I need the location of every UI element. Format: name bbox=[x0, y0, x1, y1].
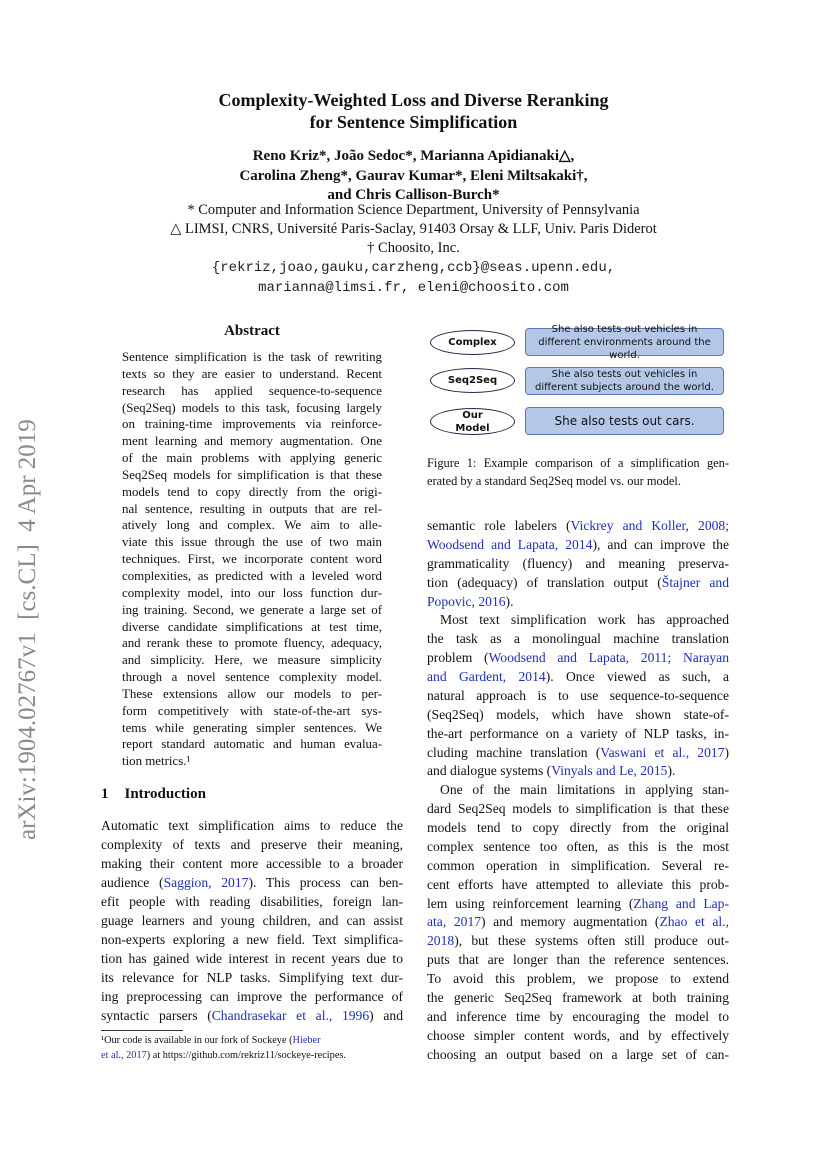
footnote-rule bbox=[101, 1030, 183, 1031]
text-line bbox=[427, 1046, 729, 1065]
citation-link[interactable]: Štajner and bbox=[661, 574, 729, 590]
sentence-box: She also tests out cars. bbox=[525, 407, 724, 435]
text-line bbox=[427, 555, 729, 574]
text-segment: non-experts exploring a new field. Text simplifica- bbox=[101, 932, 403, 947]
author-line: Carolina Zheng*, Gaurav Kumar*, Eleni Miltsakaki†, bbox=[239, 167, 588, 184]
text-line bbox=[427, 800, 729, 819]
text-segment: cluding machine translation ( bbox=[427, 744, 601, 760]
affiliation: * Computer and Information Science Department, University of Pennsylvania bbox=[187, 202, 640, 218]
text-segment: ), and can improve the bbox=[592, 536, 730, 552]
citation-link[interactable]: Saggion, 2017 bbox=[163, 875, 249, 890]
text-segment: cent efforts have attempted to alleviate this prob- bbox=[427, 876, 729, 892]
text-line bbox=[122, 416, 382, 433]
title-line: Complexity-Weighted Loss and Diverse Reranking bbox=[218, 90, 609, 110]
text-line bbox=[427, 630, 729, 649]
text-line bbox=[122, 534, 382, 551]
affiliation: △ LIMSI, CNRS, Université Paris-Saclay, 91403 Orsay & LLF, Univ. Paris Diderot bbox=[170, 221, 657, 237]
text-line bbox=[122, 450, 382, 467]
text-line bbox=[101, 835, 403, 854]
text-line bbox=[427, 536, 729, 555]
text-line bbox=[101, 968, 403, 987]
citation-link[interactable]: Vinyals and Le, 2015 bbox=[551, 763, 668, 779]
caption-line: erated by a standard Seq2Seq model vs. our model. bbox=[427, 473, 681, 488]
text-line bbox=[427, 876, 729, 895]
text-line bbox=[427, 819, 729, 838]
citation-link[interactable]: Popovic, 2016 bbox=[427, 593, 506, 609]
text-line bbox=[427, 593, 729, 612]
text-line bbox=[427, 932, 729, 951]
citation-link[interactable]: Zhang and Lap- bbox=[633, 895, 729, 911]
paper-title bbox=[0, 89, 827, 133]
text-segment: Sentence simplification is the task of rewriting bbox=[122, 350, 382, 364]
text-segment: diverse candidate simplifications at test time, bbox=[122, 619, 382, 634]
text-segment: Seq2Seq models for simplification is that these bbox=[122, 467, 382, 482]
text-segment: and simplicity. Here, we measure simplicity bbox=[122, 653, 382, 668]
text-line bbox=[101, 911, 403, 930]
text-line bbox=[101, 1033, 403, 1048]
label-ellipse: Complex bbox=[430, 330, 515, 355]
text-line bbox=[122, 484, 382, 501]
text-line bbox=[122, 467, 382, 484]
citation-link[interactable]: Vaswani et al., 2017 bbox=[600, 744, 725, 760]
section-title: Introduction bbox=[124, 786, 206, 802]
text-line bbox=[427, 970, 729, 989]
text-line bbox=[427, 649, 729, 668]
text-line bbox=[427, 517, 729, 536]
email-line: marianna@limsi.fr, eleni@choosito.com bbox=[258, 280, 569, 296]
text-segment: audience ( bbox=[101, 875, 164, 890]
text-line bbox=[122, 652, 382, 669]
text-segment: ing training. Second, we generate a large set of bbox=[122, 602, 382, 617]
text-line bbox=[101, 873, 403, 892]
text-segment: semantic role labelers ( bbox=[427, 518, 571, 533]
author-line: and Chris Callison-Burch* bbox=[327, 187, 500, 203]
introduction-body bbox=[101, 816, 403, 1025]
text-segment: models tend to copy directly from the origi- bbox=[122, 484, 382, 499]
text-segment: ) and memory augmentation ( bbox=[481, 914, 660, 930]
text-line bbox=[427, 951, 729, 970]
text-line bbox=[122, 602, 382, 619]
affiliation: † Choosito, Inc. bbox=[367, 240, 460, 256]
section-heading-introduction bbox=[101, 786, 222, 803]
text-segment: tion has gained wide interest in recent years due to bbox=[101, 951, 403, 966]
text-segment: complexities, as predicted with a leveled word bbox=[122, 568, 382, 583]
text-segment: of the main problems with applying generic bbox=[122, 451, 382, 466]
text-segment: viate this issue through the use of two main bbox=[122, 535, 382, 550]
sentence-box: She also tests out vehicles in different environments around the world. bbox=[525, 328, 724, 356]
citation-link[interactable]: et al., 2017 bbox=[101, 1050, 147, 1061]
text-line bbox=[101, 1006, 403, 1025]
text-segment: and rerank these to promote fluency, adequacy, bbox=[122, 636, 382, 651]
citation-link[interactable]: Zhao et al., bbox=[659, 914, 729, 930]
text-line bbox=[122, 686, 382, 703]
abstract-heading: Abstract bbox=[224, 323, 280, 339]
text-segment: complexity of texts and preserve their meaning, bbox=[101, 837, 403, 852]
text-segment: and inference time by encouraging the model to bbox=[427, 1008, 729, 1024]
text-line bbox=[122, 383, 382, 400]
text-segment: making their content more accessible to a broader bbox=[101, 856, 403, 871]
text-segment: problem ( bbox=[427, 650, 489, 666]
citation-link[interactable]: Woodsend and Lapata, 2014 bbox=[427, 536, 593, 552]
text-segment: the generic Seq2Seq framework at both training bbox=[427, 989, 729, 1005]
citation-link[interactable]: Vickrey and Koller, 2008; bbox=[570, 518, 729, 533]
text-segment: ). bbox=[505, 593, 514, 609]
text-line bbox=[427, 574, 729, 593]
text-line bbox=[427, 1027, 729, 1046]
label-ellipse: Our Model bbox=[430, 408, 515, 435]
text-line bbox=[122, 366, 382, 383]
text-segment: and dialogue systems ( bbox=[427, 763, 552, 779]
text-line bbox=[427, 1008, 729, 1027]
text-line bbox=[101, 892, 403, 911]
text-line bbox=[427, 687, 729, 706]
text-segment: grammaticality (fluency) and meaning preserva- bbox=[427, 555, 729, 571]
arxiv-identifier: arXiv:1904.02767v1 [cs.CL] 4 Apr 2019 bbox=[14, 419, 41, 840]
text-segment: choose simpler content words, and by effectively bbox=[427, 1027, 729, 1043]
text-segment: complexity model, into our loss function dur- bbox=[122, 585, 382, 600]
text-line bbox=[427, 725, 729, 744]
text-line bbox=[427, 895, 729, 914]
text-line bbox=[122, 736, 382, 753]
text-segment: Most text simplification work has approached bbox=[440, 612, 729, 628]
text-line bbox=[122, 635, 382, 652]
text-segment: nal sentence, resulting in outputs that are rel- bbox=[122, 501, 382, 516]
text-segment: the-art performance on a variety of NLP tasks, in- bbox=[427, 725, 729, 741]
text-segment: tion metrics.¹ bbox=[122, 754, 191, 769]
text-segment: through a novel sentence complexity model. bbox=[122, 670, 382, 685]
text-segment: (Seq2Seq) models to this task, focusing largely bbox=[122, 400, 382, 415]
text-line bbox=[122, 753, 382, 770]
text-segment: common operation in simplification. Several re- bbox=[427, 857, 729, 873]
text-line bbox=[101, 816, 403, 835]
text-segment: report standard automatic and human evalua- bbox=[122, 737, 382, 752]
text-segment: These extensions allow our models to per- bbox=[122, 686, 382, 701]
text-line bbox=[427, 668, 729, 687]
text-segment: ing preprocessing can improve the performance of bbox=[101, 989, 403, 1004]
sentence-box: She also tests out vehicles in different subjects around the world. bbox=[525, 367, 724, 395]
text-segment: dard Seq2Seq models to simplification is that these bbox=[427, 801, 729, 817]
text-line bbox=[427, 611, 729, 630]
text-segment: natural approach is to use sequence-to-sequence bbox=[427, 687, 729, 703]
text-segment: To avoid this problem, we propose to extend bbox=[427, 971, 729, 986]
text-segment: tion (adequacy) of translation output ( bbox=[427, 574, 662, 590]
text-segment: lem using reinforcement learning ( bbox=[427, 895, 634, 911]
text-line bbox=[427, 857, 729, 876]
text-line bbox=[101, 930, 403, 949]
text-segment: atively long and complex. We aim to alle- bbox=[122, 518, 382, 533]
text-segment: (Seq2Seq) models, which have shown state-of- bbox=[427, 706, 729, 722]
text-line bbox=[122, 568, 382, 585]
text-line bbox=[122, 585, 382, 602]
title-line: for Sentence Simplification bbox=[309, 112, 518, 132]
footnote bbox=[101, 1033, 403, 1063]
author-list bbox=[0, 147, 827, 206]
citation-link[interactable]: ata, 2017 bbox=[427, 914, 482, 930]
text-line bbox=[122, 501, 382, 518]
text-segment: complex sentence too often, as this is the most bbox=[427, 838, 729, 854]
text-segment: techniques. First, we incorporate content word bbox=[122, 552, 382, 567]
text-line bbox=[427, 744, 729, 763]
text-segment: ) at https://github.com/rekriz11/sockeye-recipes. bbox=[146, 1050, 346, 1061]
text-segment: ), but these systems often still produce out- bbox=[454, 933, 729, 949]
text-segment: syntactic parsers ( bbox=[101, 1008, 212, 1023]
author-line: Reno Kriz*, João Sedoc*, Marianna Apidianaki△, bbox=[252, 148, 575, 164]
citation-link[interactable]: Hieber bbox=[292, 1035, 321, 1046]
label-ellipse: Seq2Seq bbox=[430, 368, 515, 393]
text-segment: its relevance for NLP tasks. Simplifying text dur- bbox=[101, 970, 403, 985]
text-segment: ). bbox=[667, 763, 676, 779]
email-line: {rekriz,joao,gauku,carzheng,ccb}@seas.upenn.edu, bbox=[211, 260, 616, 276]
text-line bbox=[122, 433, 382, 450]
text-segment: puts that are longer than the reference sentences. bbox=[427, 952, 729, 968]
emails bbox=[0, 258, 827, 298]
abstract-body bbox=[122, 349, 382, 770]
text-segment: One of the main limitations in applying stan- bbox=[440, 782, 729, 798]
text-segment: the task as a monolingual machine translation bbox=[427, 631, 729, 647]
text-segment: on training-time improvements via reinforce- bbox=[122, 417, 382, 432]
text-segment: efit people with reading disabilities, foreign lan- bbox=[101, 894, 403, 909]
text-segment: research has applied sequence-to-sequence bbox=[122, 383, 382, 398]
text-line bbox=[427, 838, 729, 857]
text-segment: guage learners and young children, and can assist bbox=[101, 913, 403, 928]
text-segment: tems while generating simpler sentences. We bbox=[122, 720, 382, 735]
text-line bbox=[122, 517, 382, 534]
right-column-body bbox=[427, 517, 729, 1064]
text-segment: form competitively with state-of-the-art sys- bbox=[122, 703, 382, 718]
text-line bbox=[122, 669, 382, 686]
text-line bbox=[122, 720, 382, 737]
text-segment: ) and bbox=[369, 1008, 404, 1023]
text-segment: choosing an output based on a large set of can- bbox=[427, 1046, 729, 1062]
text-line bbox=[101, 949, 403, 968]
text-segment: ). This process can ben- bbox=[248, 875, 403, 890]
text-line bbox=[427, 913, 729, 932]
text-line bbox=[122, 551, 382, 568]
text-segment: models tend to copy directly from the original bbox=[427, 820, 729, 835]
citation-link[interactable]: Chandrasekar et al., 1996 bbox=[211, 1008, 370, 1023]
text-line bbox=[101, 854, 403, 873]
citation-link[interactable]: and Gardent, 2014 bbox=[427, 669, 546, 684]
text-segment: Automatic text simplification aims to reduce the bbox=[101, 818, 403, 833]
text-line bbox=[122, 703, 382, 720]
text-line bbox=[427, 989, 729, 1008]
text-line bbox=[122, 400, 382, 417]
citation-link[interactable]: 2018 bbox=[427, 933, 455, 949]
text-segment: texts so they are easier to understand. Recent bbox=[122, 366, 382, 381]
text-line bbox=[122, 619, 382, 636]
text-segment: ). Once viewed as such, a bbox=[545, 669, 729, 684]
text-segment: ) bbox=[724, 744, 729, 760]
text-line bbox=[427, 762, 729, 781]
text-segment: ment learning and memory augmentation. One bbox=[122, 434, 382, 449]
text-line bbox=[122, 349, 382, 366]
figure-caption bbox=[427, 455, 729, 490]
text-segment: ¹Our code is available in our fork of Sockeye ( bbox=[101, 1035, 293, 1046]
text-line bbox=[427, 781, 729, 800]
caption-line: Figure 1: Example comparison of a simplification gen- bbox=[427, 456, 729, 470]
affiliations bbox=[0, 201, 827, 258]
text-line bbox=[101, 1048, 403, 1063]
section-number: 1 bbox=[101, 786, 109, 802]
citation-link[interactable]: Woodsend and Lapata, 2011; Narayan bbox=[488, 650, 729, 666]
text-line bbox=[101, 987, 403, 1006]
text-line bbox=[427, 706, 729, 725]
